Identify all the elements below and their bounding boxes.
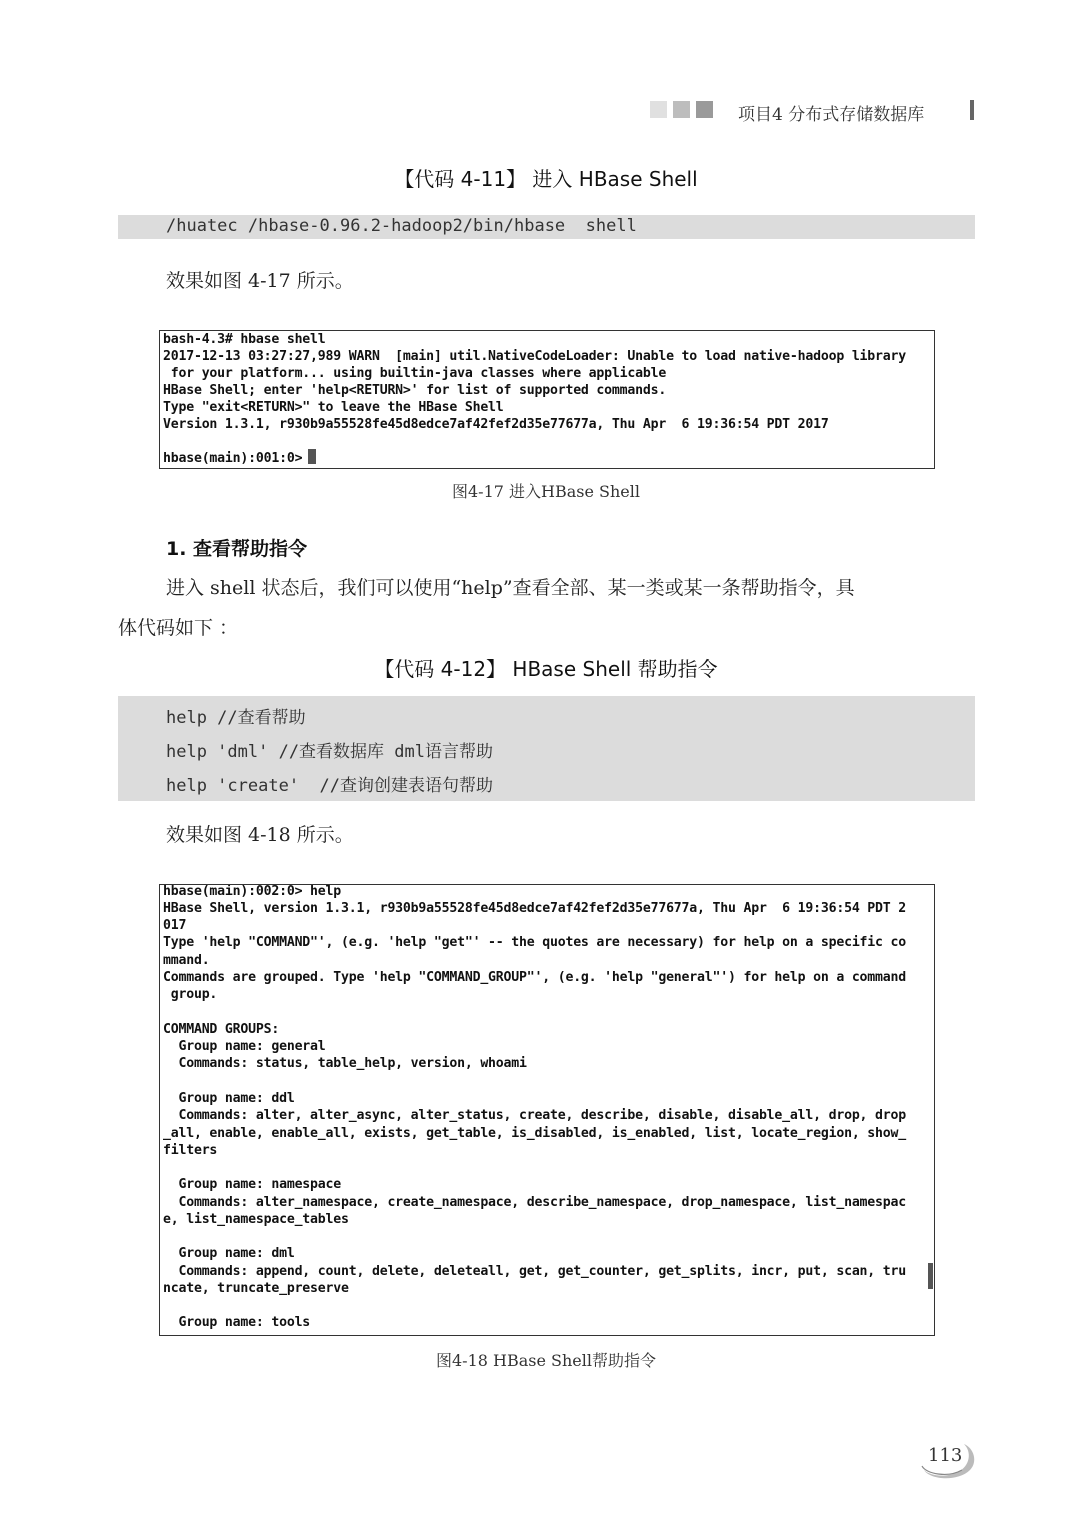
terminal-line: Commands: append, count, delete, deleteall, get, get_counter, get_splits, incr, put, scan, tru bbox=[163, 1264, 906, 1279]
code-line: help 'dml' //查看数据库 dml语言帮助 bbox=[166, 742, 493, 762]
terminal-line: Group name: ddl bbox=[163, 1091, 295, 1106]
terminal-line: HBase Shell, version 1.3.1, r930b9a55528fe45d8edce7af42fef2d35e77677a, Thu Apr 6 19:36:54 PDT 2 bbox=[163, 901, 906, 916]
terminal-line: Group name: dml bbox=[163, 1246, 295, 1261]
code-title-4-12: 【代码 4-12】 HBase Shell 帮助指令 bbox=[374, 657, 718, 681]
terminal-line: Version 1.3.1, r930b9a55528fe45d8edce7af42fef2d35e77677a, Thu Apr 6 19:36:54 PDT 2017 bbox=[163, 417, 829, 432]
code-block-4-12 bbox=[118, 696, 975, 801]
terminal-line: ncate, truncate_preserve bbox=[163, 1281, 349, 1296]
terminal-line: bash-4.3# hbase shell bbox=[163, 332, 326, 347]
effect-text-2: 效果如图 4-18 所示。 bbox=[166, 824, 354, 846]
terminal-line: _all, enable, enable_all, exists, get_table, is_disabled, is_enabled, list, locate_region, show_ bbox=[163, 1126, 906, 1141]
section-heading: 1. 查看帮助指令 bbox=[166, 538, 308, 560]
header-decoration bbox=[650, 101, 713, 118]
code-line: /huatec /hbase-0.96.2-hadoop2/bin/hbase shell bbox=[166, 216, 637, 236]
terminal-line: COMMAND GROUPS: bbox=[163, 1022, 280, 1037]
terminal-line: hbase(main):002:0> help bbox=[163, 884, 342, 899]
terminal-line: Group name: tools bbox=[163, 1315, 311, 1330]
terminal-prompt-line bbox=[163, 449, 316, 466]
header-square-2 bbox=[673, 101, 690, 118]
terminal-line: Type "exit<RETURN>" to leave the HBase Shell bbox=[163, 400, 504, 415]
page-number: 113 bbox=[928, 1445, 963, 1466]
code-line: help 'create' //查询创建表语句帮助 bbox=[166, 776, 493, 796]
paragraph-line-2: 体代码如下 ： bbox=[118, 617, 239, 639]
terminal-screenshot-4-17 bbox=[159, 330, 935, 469]
terminal-scrollbar bbox=[928, 1263, 933, 1289]
terminal-line: HBase Shell; enter 'help<RETURN>' for list of supported commands. bbox=[163, 383, 667, 398]
header-bar bbox=[970, 100, 974, 120]
terminal-line: Commands: alter, alter_async, alter_status, create, describe, disable, disable_all, drop, drop bbox=[163, 1108, 906, 1123]
code-block-4-11 bbox=[118, 215, 975, 239]
header-square-3 bbox=[696, 101, 713, 118]
figure-caption-4-18: 图4-18 HBase Shell帮助指令 bbox=[435, 1351, 657, 1370]
paragraph-line-1: 进入 shell 状态后，我们可以使用“help”查看全部、某一类或某一条帮助指令，具 bbox=[166, 577, 855, 599]
terminal-cursor bbox=[308, 449, 316, 464]
chapter-header: 项目4 分布式存储数据库 bbox=[738, 105, 925, 125]
terminal-line: for your platform... using builtin-java classes where applicable bbox=[163, 366, 667, 381]
terminal-line: Commands: status, table_help, version, whoami bbox=[163, 1056, 527, 1071]
terminal-line: e, list_namespace_tables bbox=[163, 1212, 349, 1227]
terminal-line: Group name: namespace bbox=[163, 1177, 342, 1192]
page-number-badge bbox=[918, 1440, 978, 1482]
terminal-line: group. bbox=[163, 987, 218, 1002]
terminal-line: filters bbox=[163, 1143, 218, 1158]
code-title-4-11: 【代码 4-11】 进入 HBase Shell bbox=[394, 167, 698, 191]
terminal-line: Commands are grouped. Type 'help "COMMAND_GROUP"', (e.g. 'help "general"') for help on a command bbox=[163, 970, 906, 985]
code-line: help //查看帮助 bbox=[166, 708, 306, 728]
terminal-line: mmand. bbox=[163, 953, 210, 968]
terminal-screenshot-4-18 bbox=[159, 884, 935, 1336]
page-number-ornament-icon bbox=[918, 1440, 978, 1482]
effect-text-1: 效果如图 4-17 所示。 bbox=[166, 270, 354, 292]
terminal-line: Group name: general bbox=[163, 1039, 326, 1054]
terminal-line: 2017-12-13 03:27:27,989 WARN [main] util.NativeCodeLoader: Unable to load native-hadoop library bbox=[163, 349, 906, 364]
terminal-line: 017 bbox=[163, 918, 187, 933]
terminal-prompt: hbase(main):001:0> bbox=[163, 451, 303, 466]
terminal-line: Commands: alter_namespace, create_namespace, describe_namespace, drop_namespace, list_namespac bbox=[163, 1195, 906, 1210]
header-square-1 bbox=[650, 101, 667, 118]
figure-caption-4-17: 图4-17 进入HBase Shell bbox=[451, 482, 641, 501]
terminal-line: Type 'help "COMMAND"', (e.g. 'help "get"' -- the quotes are necessary) for help on a specific co bbox=[163, 935, 906, 950]
